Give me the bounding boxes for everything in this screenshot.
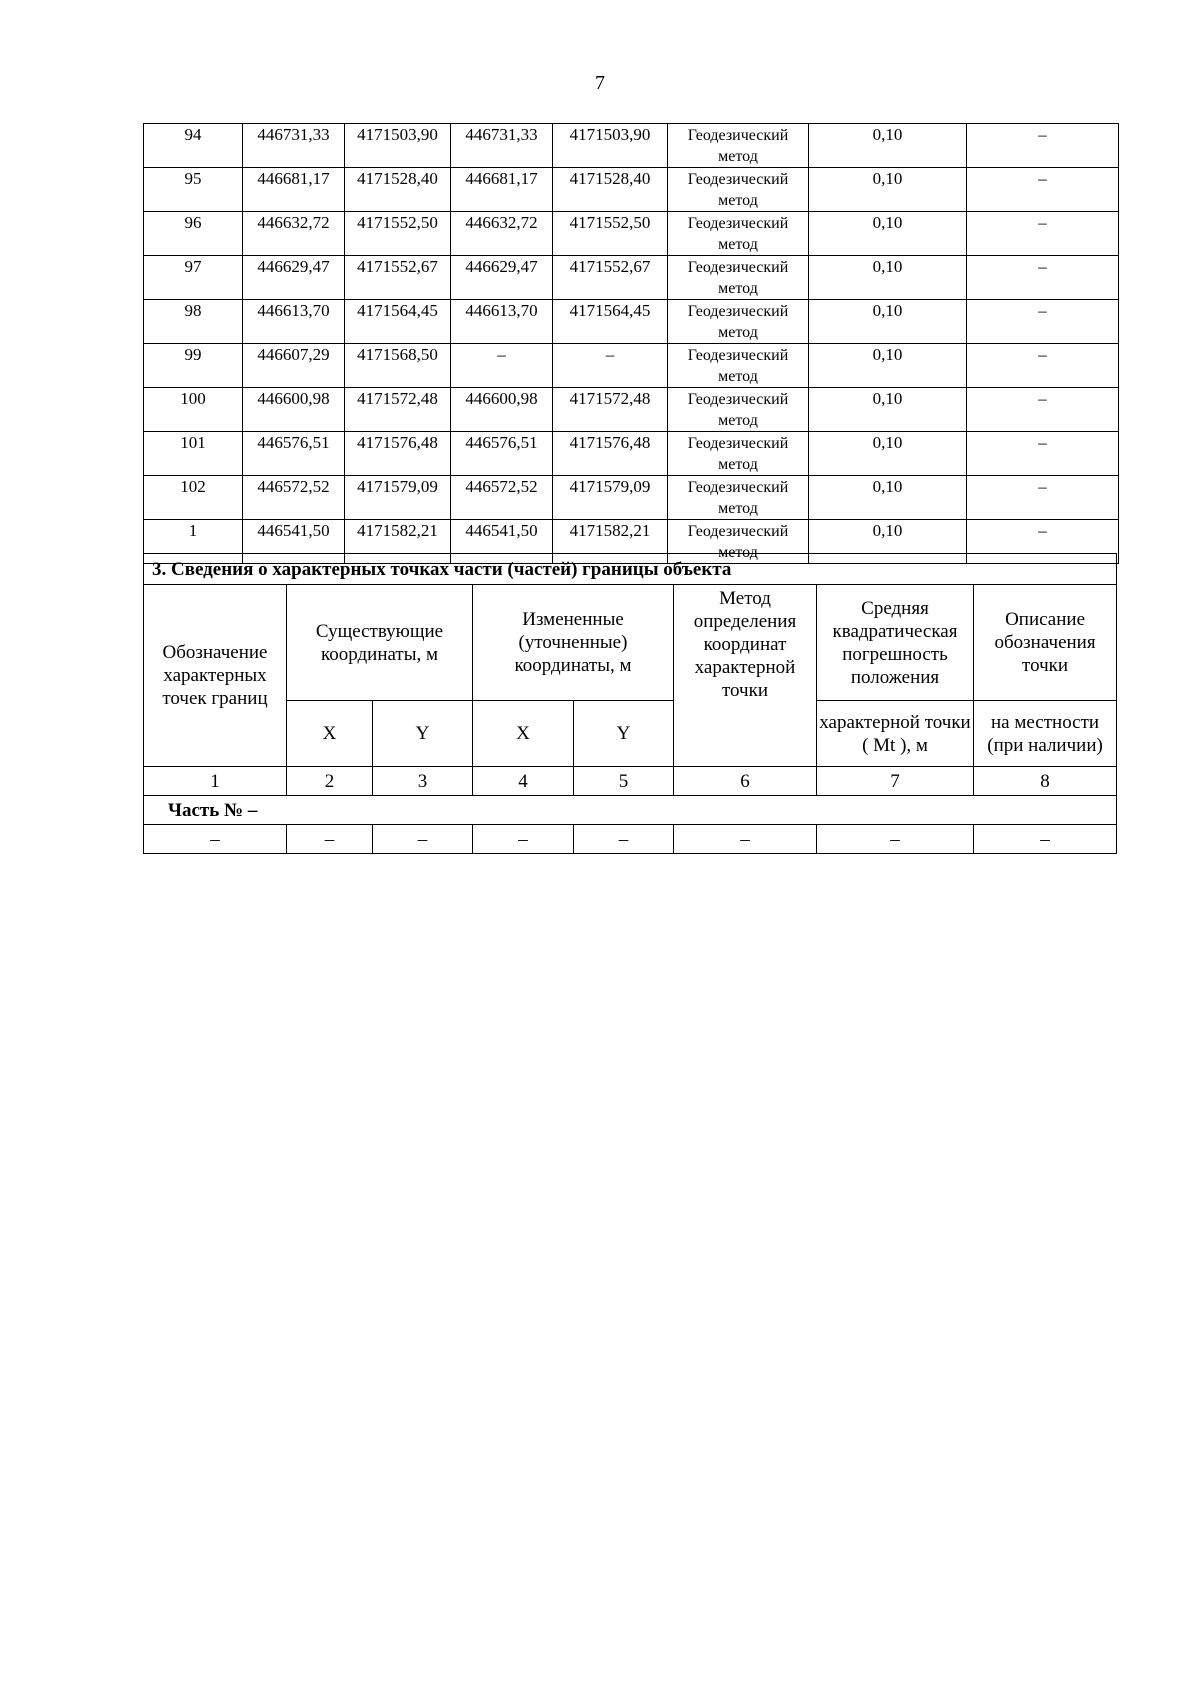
point-cell: 99 bbox=[144, 344, 243, 388]
existing-x-cell: 446613,70 bbox=[243, 300, 345, 344]
changed-x-cell: – bbox=[451, 344, 553, 388]
header-designation-text: Обозначение характерных точек границ bbox=[162, 642, 268, 709]
column-number: 7 bbox=[817, 767, 974, 796]
column-numbers-row bbox=[144, 767, 1117, 796]
method-cell: Геодезический метод bbox=[668, 256, 809, 300]
existing-y-cell: 4171568,50 bbox=[345, 344, 451, 388]
error-cell: 0,10 bbox=[809, 124, 967, 168]
header-desc-bottom: на местности (при наличии) bbox=[974, 701, 1117, 767]
coordinate-row bbox=[144, 256, 1119, 300]
column-number: 2 bbox=[287, 767, 373, 796]
error-cell: 0,10 bbox=[809, 344, 967, 388]
header-error-bottom: характерной точки ( Mt ), м bbox=[817, 701, 974, 767]
header-existing-x: X bbox=[287, 701, 373, 767]
part-row bbox=[144, 796, 1117, 825]
changed-x-cell: 446629,47 bbox=[451, 256, 553, 300]
description-cell: – bbox=[967, 168, 1119, 212]
method-cell: Геодезический метод bbox=[668, 520, 809, 564]
column-number: 3 bbox=[373, 767, 473, 796]
header-method: Метод определения координат характерной точки bbox=[674, 585, 817, 767]
error-cell: 0,10 bbox=[809, 168, 967, 212]
coordinate-row bbox=[144, 476, 1119, 520]
existing-y-cell: 4171579,09 bbox=[345, 476, 451, 520]
column-number: 8 bbox=[974, 767, 1117, 796]
description-cell: – bbox=[967, 124, 1119, 168]
column-number: 4 bbox=[473, 767, 574, 796]
changed-y-cell: 4171582,21 bbox=[553, 520, 668, 564]
existing-y-cell: 4171576,48 bbox=[345, 432, 451, 476]
description-cell: – bbox=[967, 344, 1119, 388]
dash-cell: – bbox=[974, 825, 1117, 854]
coordinates-table bbox=[143, 123, 1119, 564]
dash-cell: – bbox=[817, 825, 974, 854]
point-cell: 96 bbox=[144, 212, 243, 256]
description-cell: – bbox=[967, 212, 1119, 256]
header-error-top: Средняя квадратическая погрешность положения bbox=[817, 585, 974, 701]
error-cell: 0,10 bbox=[809, 520, 967, 564]
method-cell: Геодезический метод bbox=[668, 476, 809, 520]
error-cell: 0,10 bbox=[809, 432, 967, 476]
method-cell: Геодезический метод bbox=[668, 432, 809, 476]
page-number: 7 bbox=[595, 72, 605, 94]
changed-y-cell: 4171572,48 bbox=[553, 388, 668, 432]
description-cell: – bbox=[967, 476, 1119, 520]
header-designation bbox=[144, 585, 287, 767]
coordinate-row bbox=[144, 344, 1119, 388]
part-label: Часть № – bbox=[144, 796, 1117, 825]
dash-cell: – bbox=[574, 825, 674, 854]
coordinate-row bbox=[144, 432, 1119, 476]
existing-x-cell: 446576,51 bbox=[243, 432, 345, 476]
point-cell: 95 bbox=[144, 168, 243, 212]
dash-cell: – bbox=[144, 825, 287, 854]
header-changed: Измененные (уточненные) координаты, м bbox=[473, 585, 674, 701]
point-cell: 100 bbox=[144, 388, 243, 432]
changed-x-cell: 446613,70 bbox=[451, 300, 553, 344]
changed-x-cell: 446681,17 bbox=[451, 168, 553, 212]
column-number: 1 bbox=[144, 767, 287, 796]
point-cell: 101 bbox=[144, 432, 243, 476]
existing-x-cell: 446607,29 bbox=[243, 344, 345, 388]
changed-y-cell: 4171564,45 bbox=[553, 300, 668, 344]
header-desc-top: Описание обозначения точки bbox=[974, 585, 1117, 701]
point-cell: 97 bbox=[144, 256, 243, 300]
changed-y-cell: 4171552,50 bbox=[553, 212, 668, 256]
changed-x-cell: 446576,51 bbox=[451, 432, 553, 476]
coordinate-row bbox=[144, 124, 1119, 168]
point-cell: 102 bbox=[144, 476, 243, 520]
existing-x-cell: 446629,47 bbox=[243, 256, 345, 300]
description-cell: – bbox=[967, 388, 1119, 432]
changed-x-cell: 446541,50 bbox=[451, 520, 553, 564]
error-cell: 0,10 bbox=[809, 256, 967, 300]
dash-cell: – bbox=[674, 825, 817, 854]
description-cell: – bbox=[967, 520, 1119, 564]
coordinate-row bbox=[144, 168, 1119, 212]
existing-y-cell: 4171528,40 bbox=[345, 168, 451, 212]
method-cell: Геодезический метод bbox=[668, 344, 809, 388]
error-cell: 0,10 bbox=[809, 300, 967, 344]
dash-cell: – bbox=[287, 825, 373, 854]
coordinate-row bbox=[144, 300, 1119, 344]
method-cell: Геодезический метод bbox=[668, 168, 809, 212]
coordinate-row bbox=[144, 212, 1119, 256]
description-cell: – bbox=[967, 432, 1119, 476]
method-cell: Геодезический метод bbox=[668, 212, 809, 256]
changed-y-cell: 4171503,90 bbox=[553, 124, 668, 168]
existing-y-cell: 4171503,90 bbox=[345, 124, 451, 168]
header-changed-y: Y bbox=[574, 701, 674, 767]
coordinate-row bbox=[144, 388, 1119, 432]
existing-y-cell: 4171564,45 bbox=[345, 300, 451, 344]
header-existing-y: Y bbox=[373, 701, 473, 767]
existing-x-cell: 446681,17 bbox=[243, 168, 345, 212]
existing-x-cell: 446600,98 bbox=[243, 388, 345, 432]
changed-x-cell: 446600,98 bbox=[451, 388, 553, 432]
method-cell: Геодезический метод bbox=[668, 388, 809, 432]
description-cell: – bbox=[967, 256, 1119, 300]
point-cell: 94 bbox=[144, 124, 243, 168]
point-cell: 98 bbox=[144, 300, 243, 344]
error-cell: 0,10 bbox=[809, 476, 967, 520]
existing-y-cell: 4171582,21 bbox=[345, 520, 451, 564]
changed-x-cell: 446572,52 bbox=[451, 476, 553, 520]
existing-y-cell: 4171552,50 bbox=[345, 212, 451, 256]
changed-y-cell: 4171552,67 bbox=[553, 256, 668, 300]
header-existing: Существующие координаты, м bbox=[287, 585, 473, 701]
method-cell: Геодезический метод bbox=[668, 300, 809, 344]
existing-x-cell: 446632,72 bbox=[243, 212, 345, 256]
column-number: 6 bbox=[674, 767, 817, 796]
method-cell: Геодезический метод bbox=[668, 124, 809, 168]
existing-x-cell: 446572,52 bbox=[243, 476, 345, 520]
dash-cell: – bbox=[473, 825, 574, 854]
existing-y-cell: 4171552,67 bbox=[345, 256, 451, 300]
existing-x-cell: 446541,50 bbox=[243, 520, 345, 564]
header-changed-x: X bbox=[473, 701, 574, 767]
section3-title: 3. Сведения о характерных точках части (частей) границы объекта bbox=[144, 554, 1117, 585]
changed-y-cell: 4171576,48 bbox=[553, 432, 668, 476]
changed-y-cell: 4171579,09 bbox=[553, 476, 668, 520]
part-data-row bbox=[144, 825, 1117, 854]
existing-x-cell: 446731,33 bbox=[243, 124, 345, 168]
changed-x-cell: 446731,33 bbox=[451, 124, 553, 168]
column-number: 5 bbox=[574, 767, 674, 796]
section3-table bbox=[143, 553, 1117, 854]
changed-y-cell: – bbox=[553, 344, 668, 388]
changed-y-cell: 4171528,40 bbox=[553, 168, 668, 212]
description-cell: – bbox=[967, 300, 1119, 344]
changed-x-cell: 446632,72 bbox=[451, 212, 553, 256]
point-cell: 1 bbox=[144, 520, 243, 564]
dash-cell: – bbox=[373, 825, 473, 854]
error-cell: 0,10 bbox=[809, 212, 967, 256]
existing-y-cell: 4171572,48 bbox=[345, 388, 451, 432]
error-cell: 0,10 bbox=[809, 388, 967, 432]
